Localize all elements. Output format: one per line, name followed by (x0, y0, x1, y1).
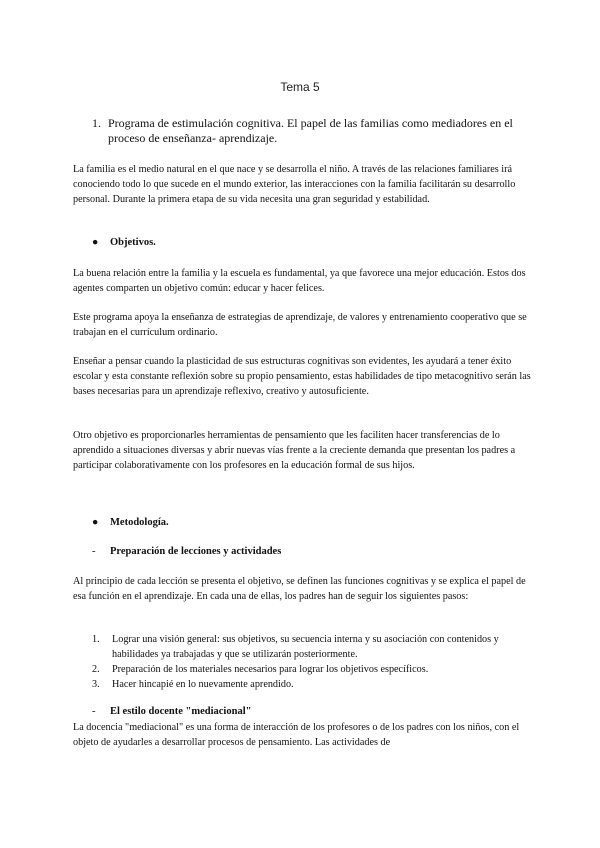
estilo-paragraph: La docencia "mediacional" es una forma de interacción de los profesores o de los padres con los niños, con el objeto de ayudarles a desarrollar procesos de pensamiento. Las actividades de (73, 722, 520, 749)
intro-paragraph: La familia es el medio natural en el que nace y se desarrolla el niño. A través de las relaciones familiares irá conociendo todo lo que sucede en el mundo exterior, las interacciones con la familia facilitarán su desarrollo personal. Durante la primera etapa de su vida necesita una gran seguridad y estabilidad. (73, 164, 516, 206)
section-heading-text: Programa de estimulación cognitiva. El papel de las familias como mediadores en el proceso de enseñanza- aprendizaje. (108, 116, 513, 145)
section-number: 1. (92, 116, 101, 130)
list-item-number: 1. (92, 634, 100, 645)
dash-estilo (92, 705, 251, 719)
bullet-objetivos (92, 236, 156, 250)
bullet-marker: ● (92, 237, 99, 248)
objetivos-paragraph-3: Enseñar a pensar cuando la plasticidad de sus estructuras cognitivas son evidentes, les ayudará a tener éxito escolar y esta constante reflexión sobre su propio pensamiento, estas habilidades de tipo metacognitivo serán las bases necesarias para un aprendizaje reflexivo, creativo y autosuficiente. (73, 356, 531, 398)
list-item-text: Hacer hincapié en lo nuevamente aprendido. (112, 679, 294, 690)
bullet-objetivos-label: Objetivos. (110, 237, 156, 248)
list-item-number: 2. (92, 664, 100, 675)
list-item (92, 662, 532, 677)
bullet-metodologia (92, 516, 169, 530)
dash-preparacion-label: Preparación de lecciones y actividades (110, 546, 282, 557)
objetivos-paragraph-4: Otro objetivo es proporcionarles herramientas de pensamiento que les faciliten hacer transferencias de lo aprendido a situaciones diversas y abrir nuevas vías frente a la creciente demanda que presentan los padres a participar colaborativamente con los profesores en la educación formal de sus hijos. (73, 430, 516, 472)
dash-preparacion (92, 545, 281, 559)
page-title: Tema 5 (280, 80, 320, 94)
bullet-metodologia-label: Metodología. (110, 517, 169, 528)
dash-marker: - (92, 546, 96, 557)
list-item (92, 677, 532, 692)
section-heading (92, 116, 522, 146)
dash-estilo-label: El estilo docente "mediacional" (110, 706, 252, 717)
bullet-marker: ● (92, 517, 99, 528)
list-item-text: Preparación de los materiales necesarios para lograr los objetivos específicos. (112, 664, 429, 675)
list-item (92, 632, 532, 662)
objetivos-paragraph-2: Este programa apoya la enseñanza de estrategias de aprendizaje, de valores y entrenamiento cooperativo que se trabajan en el currículum ordinario. (73, 312, 527, 339)
list-item-text: Lograr una visión general: sus objetivos, su secuencia interna y su asociación con contenidos y habilidades ya trabajadas y que se utilizarán posteriormente. (112, 634, 499, 660)
dash-marker: - (92, 706, 96, 717)
steps-list (92, 632, 532, 692)
list-item-number: 3. (92, 679, 100, 690)
objetivos-paragraph-1: La buena relación entre la familia y la escuela es fundamental, ya que favorece una mejor educación. Estos dos agentes comparten un objetivo común: educar y hacer felices. (73, 268, 526, 295)
preparacion-paragraph: Al principio de cada lección se presenta el objetivo, se definen las funciones cognitivas y se explica el papel de esa función en el aprendizaje. En cada una de ellas, los padres han de seguir los siguientes pasos: (73, 576, 526, 603)
